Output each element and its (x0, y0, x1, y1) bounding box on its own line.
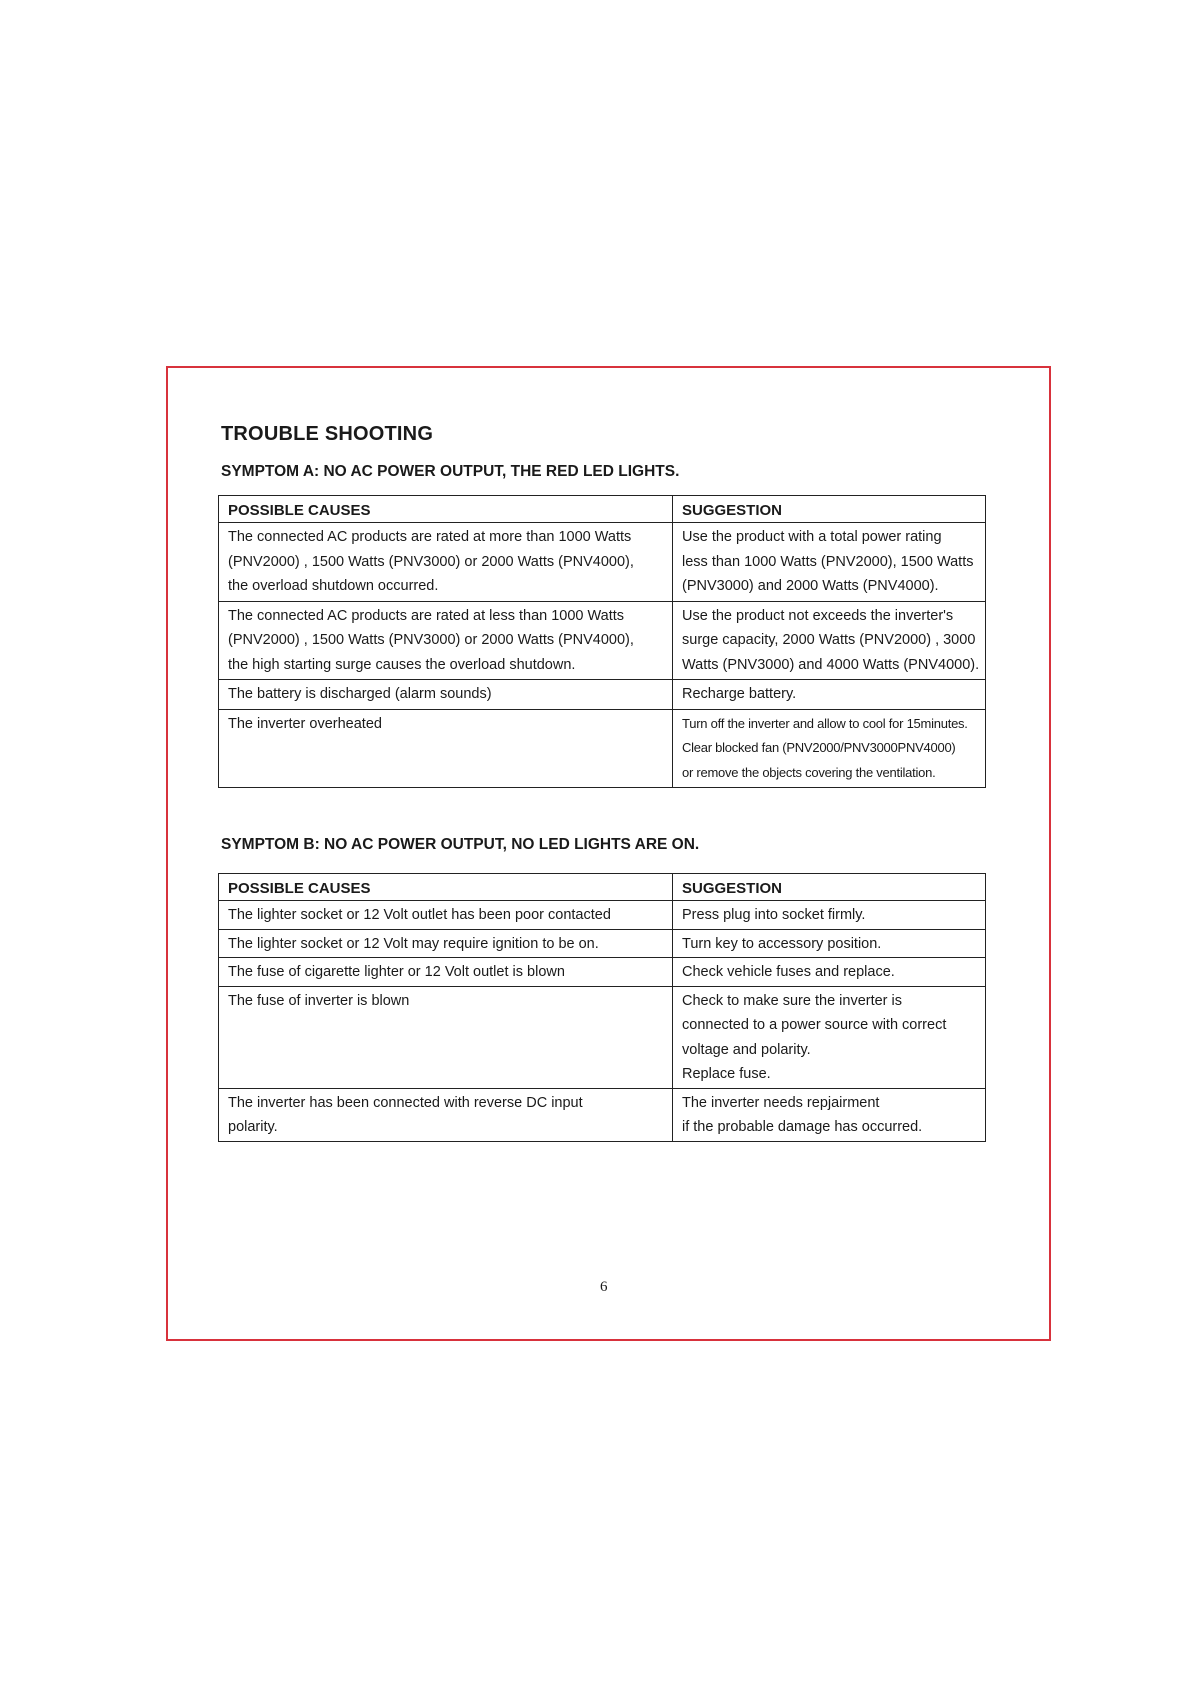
cause-line: (PNV2000) , 1500 Watts (PNV3000) or 2000 Watts (PNV4000), (228, 553, 634, 570)
cause-line: polarity. (228, 1119, 278, 1135)
table-row (219, 901, 986, 930)
suggestion-cell (673, 680, 986, 710)
table-row (219, 958, 986, 987)
cause-cell (219, 601, 673, 680)
cause-line: The connected AC products are rated at less than 1000 Watts (228, 607, 625, 624)
cause-line: The inverter overheated (228, 715, 382, 732)
table-row (219, 523, 986, 602)
suggestion-line: The inverter needs repjairment (682, 1094, 880, 1111)
symptom-a-table (218, 495, 986, 788)
table-row (219, 1088, 986, 1141)
suggestion-line: Replace fuse. (682, 1066, 771, 1082)
cause-cell (219, 709, 673, 788)
cause-line: The lighter socket or 12 Volt outlet has been poor contacted (228, 907, 611, 923)
header-possible-causes: POSSIBLE CAUSES (219, 496, 673, 523)
cause-line: The connected AC products are rated at more than 1000 Watts (228, 529, 632, 545)
cause-cell (219, 986, 673, 1088)
suggestion-cell (673, 929, 986, 958)
suggestion-cell (673, 1088, 986, 1141)
suggestion-line: connected to a power source with correct (682, 1017, 947, 1033)
table-row (219, 709, 986, 788)
suggestion-line: (PNV3000) and 2000 Watts (PNV4000). (682, 578, 939, 594)
suggestion-cell (673, 601, 986, 680)
table-row (219, 680, 986, 710)
page-number: 6 (600, 1279, 608, 1295)
table-row (219, 986, 986, 1088)
suggestion-line: Press plug into socket firmly. (682, 907, 866, 923)
suggestion-line: Use the product not exceeds the inverter's (682, 607, 954, 624)
cause-line: The lighter socket or 12 Volt may require ignition to be on. (228, 935, 599, 952)
cause-cell (219, 523, 673, 602)
suggestion-cell (673, 523, 986, 602)
symptom-b-table (218, 873, 986, 1142)
suggestion-line: Turn key to accessory position. (682, 935, 882, 952)
suggestion-line: Recharge battery. (682, 686, 797, 702)
cause-line: (PNV2000) , 1500 Watts (PNV3000) or 2000 Watts (PNV4000), (228, 632, 634, 648)
suggestion-cell (673, 986, 986, 1088)
suggestion-cell (673, 901, 986, 930)
suggestion-line: if the probable damage has occurred. (682, 1119, 923, 1135)
suggestion-cell (673, 958, 986, 987)
suggestion-line: Use the product with a total power rating (682, 529, 942, 545)
cause-line: The inverter has been connected with reverse DC input (228, 1094, 583, 1111)
symptom-b-heading: SYMPTOM B: NO AC POWER OUTPUT, NO LED LIGHTS ARE ON. (221, 836, 700, 853)
table-row (219, 601, 986, 680)
suggestion-line: or remove the objects covering the ventilation. (682, 764, 936, 780)
cause-cell (219, 1088, 673, 1141)
cause-cell (219, 680, 673, 710)
table-row (219, 929, 986, 958)
cause-line: The fuse of cigarette lighter or 12 Volt outlet is blown (228, 964, 565, 980)
suggestion-cell (673, 709, 986, 788)
cause-line: The battery is discharged (alarm sounds) (228, 686, 492, 702)
header-possible-causes: POSSIBLE CAUSES (219, 874, 673, 901)
cause-line: the overload shutdown occurred. (228, 578, 439, 594)
page-title: TROUBLE SHOOTING (221, 423, 434, 445)
suggestion-line: Clear blocked fan (PNV2000/PNV3000PNV4000) (682, 740, 956, 755)
suggestion-line: voltage and polarity. (682, 1041, 811, 1058)
cause-cell (219, 929, 673, 958)
header-suggestion: SUGGESTION (673, 874, 986, 901)
suggestion-line: Watts (PNV3000) and 4000 Watts (PNV4000). (682, 656, 980, 673)
suggestion-line: Check vehicle fuses and replace. (682, 964, 895, 980)
cause-line: The fuse of inverter is blown (228, 992, 410, 1009)
table-header-row (219, 496, 986, 523)
suggestion-line: less than 1000 Watts (PNV2000), 1500 Watts (682, 553, 974, 570)
cause-cell (219, 901, 673, 930)
symptom-a-heading: SYMPTOM A: NO AC POWER OUTPUT, THE RED LED LIGHTS. (221, 463, 680, 480)
table-header-row (219, 874, 986, 901)
cause-line: the high starting surge causes the overload shutdown. (228, 656, 576, 673)
cause-cell (219, 958, 673, 987)
header-suggestion: SUGGESTION (673, 496, 986, 523)
suggestion-line: Check to make sure the inverter is (682, 992, 903, 1009)
suggestion-line: surge capacity, 2000 Watts (PNV2000) , 3000 (682, 632, 976, 648)
suggestion-line: Turn off the inverter and allow to cool for 15minutes. (682, 715, 968, 731)
